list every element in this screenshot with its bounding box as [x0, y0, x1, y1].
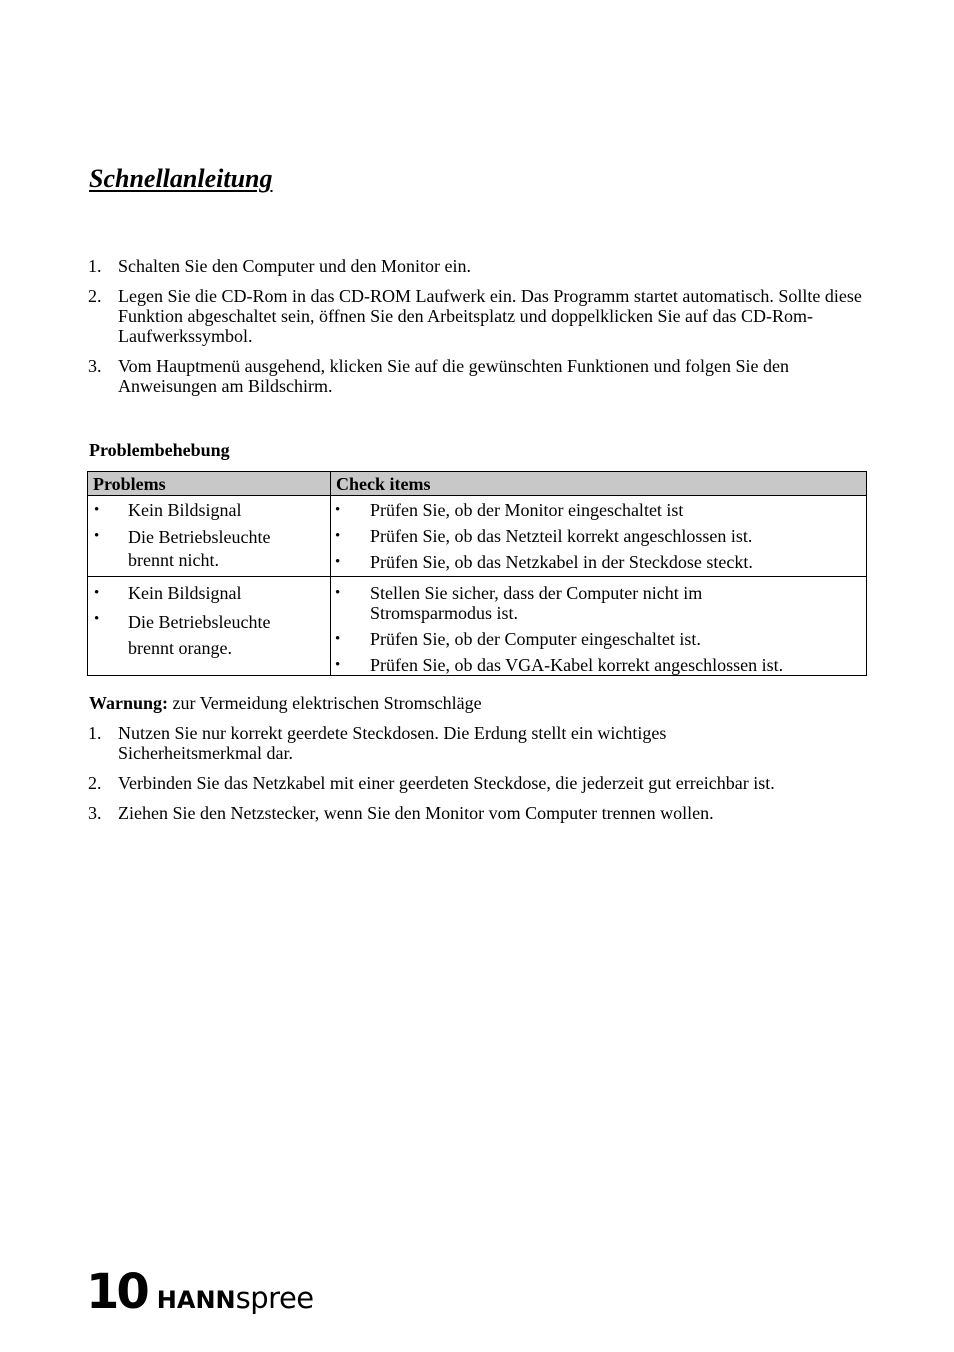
- list-item: [92, 500, 326, 520]
- check-text: Prüfen Sie, ob das Netzkabel in der Steckdose steckt.: [370, 552, 753, 572]
- bullet-icon: •: [94, 585, 100, 601]
- bullet-icon: •: [335, 631, 341, 647]
- check-text: Prüfen Sie, ob das Netzteil korrekt angeschlossen ist.: [370, 526, 753, 546]
- bullet-icon: •: [94, 528, 100, 544]
- list-item: [335, 500, 862, 520]
- problem-text: Die Betriebsleuchte brennt nicht.: [128, 527, 271, 570]
- check-text: Prüfen Sie, ob das VGA-Kabel korrekt angeschlossen ist.: [370, 655, 784, 675]
- bullet-icon: •: [94, 502, 100, 518]
- list-item: [88, 356, 863, 396]
- list-item: [335, 655, 862, 675]
- list-item: [88, 773, 863, 793]
- step-text: Ziehen Sie den Netzstecker, wenn Sie den Monitor vom Computer trennen wollen.: [118, 803, 714, 823]
- step-number: 2.: [88, 286, 102, 306]
- list-item: [92, 526, 326, 572]
- column-header-check-items: Check items: [331, 472, 867, 496]
- check-items-cell: [331, 577, 867, 676]
- step-text: Legen Sie die CD-Rom in das CD-ROM Laufwerk ein. Das Programm startet automatisch. Sollte diese Funktion abgeschaltet sein, öffnen Sie den Arbeitsplatz und doppelklicken Sie auf das CD-Rom-Laufwerkssymbol.: [118, 286, 862, 346]
- step-text: Schalten Sie den Computer und den Monitor ein.: [118, 256, 471, 276]
- step-number: 1.: [88, 256, 102, 276]
- bullet-icon: •: [335, 585, 341, 601]
- list-item: [88, 723, 863, 763]
- table-header-row: [88, 472, 867, 496]
- problems-cell: [88, 496, 331, 577]
- column-header-problems: Problems: [88, 472, 331, 496]
- setup-steps-list: [88, 256, 863, 406]
- list-item: [88, 256, 863, 276]
- brand-logo: [157, 1270, 314, 1328]
- bullet-icon: •: [94, 611, 100, 627]
- troubleshooting-table: [87, 471, 867, 676]
- list-item: [92, 609, 326, 661]
- list-item: [335, 629, 862, 649]
- check-text: Prüfen Sie, ob der Computer eingeschaltet ist.: [370, 629, 701, 649]
- step-number: 3.: [88, 803, 102, 823]
- step-number: 1.: [88, 723, 102, 743]
- list-item: [335, 552, 862, 572]
- step-text: Verbinden Sie das Netzkabel mit einer geerdeten Steckdose, die jederzeit gut erreichbar ist.: [118, 773, 775, 793]
- list-item: [92, 583, 326, 603]
- warning-steps-list: [88, 723, 863, 833]
- bullet-icon: •: [335, 657, 341, 673]
- problem-text: Die Betriebsleuchte brennt orange.: [128, 612, 271, 658]
- check-items-cell: [331, 496, 867, 577]
- problem-text: Kein Bildsignal: [128, 583, 242, 603]
- page-footer: [86, 1264, 314, 1320]
- step-text: Vom Hauptmenü ausgehend, klicken Sie auf die gewünschten Funktionen und folgen Sie den Anweisungen am Bildschirm.: [118, 356, 790, 396]
- warning-text: zur Vermeidung elektrischen Stromschläge: [168, 693, 482, 713]
- step-text: Nutzen Sie nur korrekt geerdete Steckdosen. Die Erdung stellt ein wichtiges Sicherheitsmerkmal dar.: [118, 723, 667, 763]
- table-row: [88, 577, 867, 676]
- list-item: [88, 803, 863, 823]
- table-row: [88, 496, 867, 577]
- brand-logo-bold: HANN: [156, 1286, 236, 1314]
- bullet-icon: •: [335, 528, 341, 544]
- list-item: [88, 286, 863, 346]
- problem-text: Kein Bildsignal: [128, 500, 242, 520]
- brand-logo-light: spree: [235, 1281, 314, 1315]
- problems-cell: [88, 577, 331, 676]
- page-number: 10: [86, 1264, 147, 1320]
- troubleshooting-heading: Problembehebung: [89, 440, 230, 460]
- step-number: 3.: [88, 356, 102, 376]
- check-text: Stellen Sie sicher, dass der Computer nicht im Stromsparmodus ist.: [370, 583, 703, 623]
- page-title: Schnellanleitung: [89, 164, 273, 193]
- bullet-icon: •: [335, 502, 341, 518]
- check-text: Prüfen Sie, ob der Monitor eingeschaltet ist: [370, 500, 684, 520]
- list-item: [335, 583, 862, 623]
- warning-line: [89, 693, 482, 713]
- bullet-icon: •: [335, 554, 341, 570]
- warning-label: Warnung:: [89, 693, 169, 713]
- step-number: 2.: [88, 773, 102, 793]
- list-item: [335, 526, 862, 546]
